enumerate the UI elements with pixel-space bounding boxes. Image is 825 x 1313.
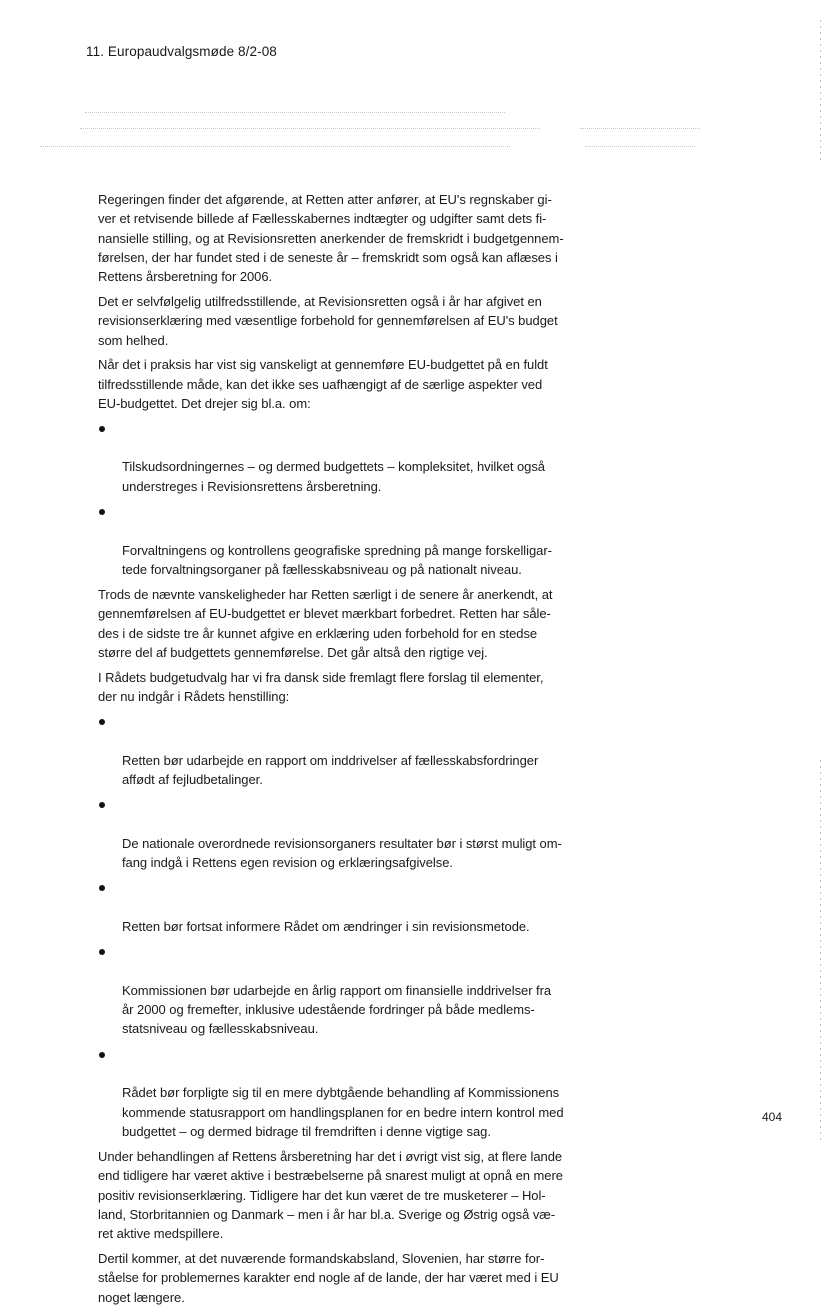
scan-artifact-line bbox=[80, 128, 540, 129]
list-item-text: Kommissionen bør udarbejde en årlig rapport om finansielle inddrivelser fra år 2000 og fremefter, inklusive udestående fordringer på både medlems- statsniveau og fællesskabsniveau. bbox=[122, 982, 552, 1037]
bullet-icon bbox=[99, 509, 105, 515]
paragraph: Når det i praksis har vist sig vanskeligt at gennemføre EU-budgettet på en fuldt tilfredsstillende måde, kan det ikke ses uafhængigt af de særlige aspekter ved EU-budgettet. Det drejer sig bl.a. om: bbox=[98, 357, 548, 411]
paragraph: Dertil kommer, at det nuværende formandskabsland, Slovenien, har større for- ståelse for problemernes karakter end nogle af de lande, der har været med i EU noget længere. bbox=[98, 1251, 559, 1305]
list-item-text: Retten bør udarbejde en rapport om inddrivelser af fællesskabsfordringer affødt af fejludbetalinger. bbox=[122, 752, 539, 787]
scan-edge-mark bbox=[820, 760, 821, 1140]
scan-edge-mark bbox=[820, 20, 821, 160]
bullet-icon bbox=[99, 1052, 105, 1058]
list-item-text: Tilskudsordningernes – og dermed budgettets – kompleksitet, hvilket også understreges i Revisionsrettens årsberetning. bbox=[122, 459, 545, 494]
list-item bbox=[98, 878, 583, 936]
list-item-text: Forvaltningens og kontrollens geografiske spredning på mange forskelligar- tede forvaltningsorganer på fællesskabsniveau og på nationalt niveau. bbox=[122, 542, 552, 577]
list-item bbox=[98, 712, 583, 789]
scan-artifact-line bbox=[580, 128, 700, 129]
bullet-icon bbox=[99, 802, 105, 808]
bullet-icon bbox=[99, 949, 105, 955]
list-item bbox=[98, 795, 583, 872]
document-body bbox=[98, 190, 583, 1313]
list-item bbox=[98, 1045, 583, 1141]
paragraph: Under behandlingen af Rettens årsberetning har det i øvrigt vist sig, at flere lande end tidligere har været aktive i bestræbelserne på snarest muligt at opnå en mere positiv revisionserklæring. Tidligere har det kun været de tre musketerer – Hol- land, Storbritannien og Danmark – men i år har bl.a. Sverige og Østrig også væ- ret aktive medspillere. bbox=[98, 1149, 563, 1242]
list-item bbox=[98, 942, 583, 1038]
bullet-list-proposals bbox=[98, 712, 583, 1141]
scan-artifact-line bbox=[585, 146, 695, 147]
paragraph: Det er selvfølgelig utilfredsstillende, at Revisionsretten også i år har afgivet en revisionserklæring med væsentlige forbehold for gennemførelsen af EU's budget som helhed. bbox=[98, 293, 558, 348]
bullet-list-aspects bbox=[98, 419, 583, 579]
bullet-icon bbox=[99, 426, 105, 432]
list-item-text: Retten bør fortsat informere Rådet om ændringer i sin revisionsmetode. bbox=[122, 918, 530, 934]
bullet-icon bbox=[99, 719, 105, 725]
list-item bbox=[98, 502, 583, 579]
page-header-title: 11. Europaudvalgsmøde 8/2-08 bbox=[86, 44, 277, 59]
paragraph: Regeringen finder det afgørende, at Retten atter anfører, at EU's regnskaber gi- ver et retvisende billede af Fællesskabernes indtægter og udgifter samt dets fi- nansielle stilling, og at Revisionsretten anerkender de fremskridt i budgetgennem- førelsen, der har fundet sted i de seneste år – fremskridt som også kan aflæses i Rettens årsberetning for 2006. bbox=[98, 192, 564, 285]
list-item-text: De nationale overordnede revisionsorganers resultater bør i størst muligt om- fang indgå i Rettens egen revision og erklæringsafgivelse. bbox=[122, 835, 562, 870]
scan-artifact-line bbox=[40, 146, 510, 147]
paragraph: I Rådets budgetudvalg har vi fra dansk side fremlagt flere forslag til elementer, der nu indgår i Rådets henstilling: bbox=[98, 669, 544, 705]
list-item-text: Rådet bør forpligte sig til en mere dybtgående behandling af Kommissionens kommende statusrapport om handlingsplanen for en bedre intern kontrol med budgettet – og dermed bidrage til fremdriften i denne vigtige sag. bbox=[122, 1085, 564, 1139]
paragraph: Trods de nævnte vanskeligheder har Retten særligt i de senere år anerkendt, at gennemførelsen af EU-budgettet er blevet mærkbart forbedret. Retten har såle- des i de sidste tre år kunnet afgive en erklæring uden forbehold for en stedse større del af budgettets gennemførelse. Det går altså den rigtige vej. bbox=[98, 587, 553, 661]
scan-artifact-line bbox=[85, 112, 505, 113]
page-number: 404 bbox=[762, 1110, 783, 1124]
list-item bbox=[98, 419, 583, 496]
bullet-icon bbox=[99, 885, 105, 891]
